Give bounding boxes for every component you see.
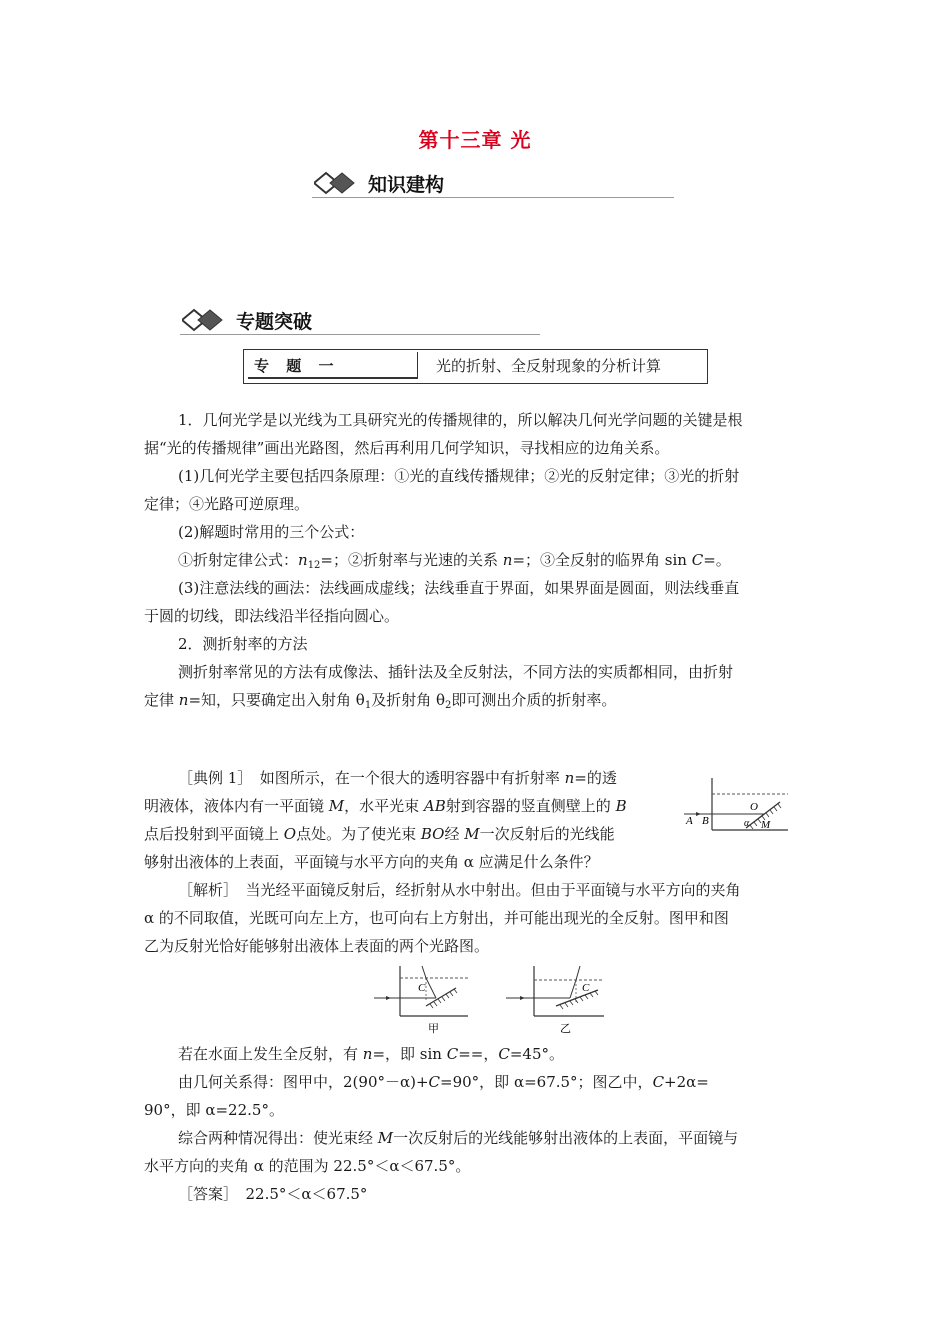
text: =45°。 [509, 1045, 564, 1063]
var-b: B [615, 797, 627, 815]
var-n: n [298, 551, 308, 569]
calc-line [178, 1040, 564, 1068]
label-o: O [750, 801, 758, 813]
text: =；②折射率与光速的关系 [320, 551, 503, 569]
figure-jia [372, 962, 472, 1034]
container-mirror-figure [684, 778, 790, 836]
var-c: C [652, 1073, 665, 1091]
figure-caption: 乙 [560, 1022, 571, 1034]
analysis-line: α 的不同取值，光既可向左上方，也可向右上方射出，并可能出现光的全反射。图甲和图 [144, 909, 729, 927]
var-n: n [564, 769, 575, 787]
paragraph-line: 于圆的切线，即法线沿半径指向圆心。 [144, 607, 400, 625]
text: =的透 [574, 769, 617, 787]
var-ab: AB [423, 797, 446, 815]
text: 即可测出介质的折射率。 [451, 691, 617, 709]
var-o: O [283, 825, 297, 843]
calc-line [178, 1124, 738, 1152]
var-bo: BO [420, 825, 445, 843]
answer-line: ［答案］ 22.5°＜α＜67.5° [178, 1185, 368, 1203]
example-line [144, 820, 615, 848]
paragraph-line: 测折射率常见的方法有成像法、插针法及全反射法，不同方法的实质都相同，由折射 [178, 663, 734, 681]
var-m: M [377, 1129, 394, 1147]
section-rule [312, 197, 674, 198]
calc-line [178, 1068, 709, 1096]
double-diamond-icon [314, 171, 362, 195]
section-header-topics [180, 305, 540, 335]
paragraph-line: 定律；④光路可逆原理。 [144, 495, 310, 513]
text: =知，只要确定出入射角 θ [188, 691, 365, 709]
analysis-line: 乙为反射光恰好能够射出液体上表面的两个光路图。 [144, 937, 490, 955]
var-c: C [498, 1045, 510, 1063]
text: ，水平光束 [344, 797, 424, 815]
section-header-knowledge [312, 168, 674, 198]
var-c: C [446, 1045, 459, 1063]
paragraph-line: 1．几何光学是以光线为工具研究光的传播规律的，所以解决几何光学问题的关键是根 [178, 411, 743, 429]
var-n: n [362, 1045, 373, 1063]
section-rule [180, 334, 540, 335]
calc-line: 水平方向的夹角 α 的范围为 22.5°＜α＜67.5°。 [144, 1157, 471, 1175]
label-c: C [418, 982, 426, 994]
text: 及折射角 θ [371, 691, 446, 709]
text: =90°，即 α=67.5°；图乙中， [440, 1073, 653, 1091]
subscript: 12 [307, 560, 321, 571]
text: ==， [458, 1045, 499, 1063]
section-title: 专题突破 [236, 311, 313, 333]
section-title: 知识建构 [368, 174, 445, 196]
text: =。 [703, 551, 731, 569]
text: 点处。为了使光束 [296, 825, 421, 843]
example-line [178, 764, 617, 792]
label-b: B [702, 815, 709, 827]
var-m: M [328, 797, 345, 815]
topic-label: 专 题 一 [254, 357, 340, 375]
topic-title: 光的折射、全反射现象的分析计算 [436, 357, 662, 375]
topic-label-cell [248, 352, 418, 379]
paragraph-line: (1)几何光学主要包括四条原理：①光的直线传播规律；②光的反射定律；③光的折射 [178, 467, 740, 485]
paragraph-line: (2)解题时常用的三个公式： [178, 523, 365, 541]
figure-yi [504, 962, 608, 1034]
paragraph-line: 据“光的传播规律”画出光路图，然后再利用几何学知识，寻找相应的边角关系。 [144, 439, 670, 457]
var-n: n [502, 551, 513, 569]
text: 一次反射后的光线能 [479, 825, 615, 843]
text: ①折射定律公式： [178, 551, 299, 569]
paragraph-line [144, 686, 616, 720]
topic-box [243, 349, 708, 384]
text: =，即 sin [372, 1045, 447, 1063]
subscript: 2 [445, 700, 452, 711]
example-line [144, 792, 627, 820]
label-a: A [686, 815, 693, 827]
text: 由几何关系得：图甲中，2(90°－α)+ [178, 1073, 429, 1091]
var-m: M [464, 825, 480, 843]
chapter-title: 第十三章 光 [418, 128, 532, 152]
text: ［典例 1］ 如图所示，在一个很大的透明容器中有折射率 [178, 769, 565, 787]
text: 点后投射到平面镜上 [144, 825, 284, 843]
double-diamond-icon [182, 308, 230, 332]
var-n: n [178, 691, 189, 709]
var-c: C [691, 551, 704, 569]
text: 一次反射后的光线能够射出液体的上表面，平面镜与 [393, 1129, 739, 1147]
subscript: 1 [364, 700, 372, 711]
var-c: C [428, 1073, 441, 1091]
figure-caption: 甲 [428, 1022, 439, 1034]
text: 定律 [144, 691, 179, 709]
text: =；③全反射的临界角 sin [512, 551, 692, 569]
paragraph-line: 2．测折射率的方法 [178, 635, 308, 653]
label-m: M [761, 819, 771, 831]
text: 射到容器的竖直侧壁上的 [445, 797, 616, 815]
text: 明液体，液体内有一平面镜 [144, 797, 329, 815]
text: 综合两种情况得出：使光束经 [178, 1129, 378, 1147]
text: 经 [444, 825, 465, 843]
label-alpha: α [744, 818, 750, 829]
text: 若在水面上发生全反射，有 [178, 1045, 363, 1063]
label-c: C [582, 982, 590, 994]
text: +2α= [664, 1073, 709, 1091]
paragraph-line: (3)注意法线的画法：法线画成虚线；法线垂直于界面，如果界面是圆面，则法线垂直 [178, 579, 740, 597]
example-line: 够射出液体的上表面，平面镜与水平方向的夹角 α 应满足什么条件？ [144, 853, 599, 871]
analysis-line: ［解析］ 当光经平面镜反射后，经折射从水中射出。但由于平面镜与水平方向的夹角 [178, 881, 741, 899]
calc-line: 90°，即 α=22.5°。 [144, 1101, 284, 1119]
